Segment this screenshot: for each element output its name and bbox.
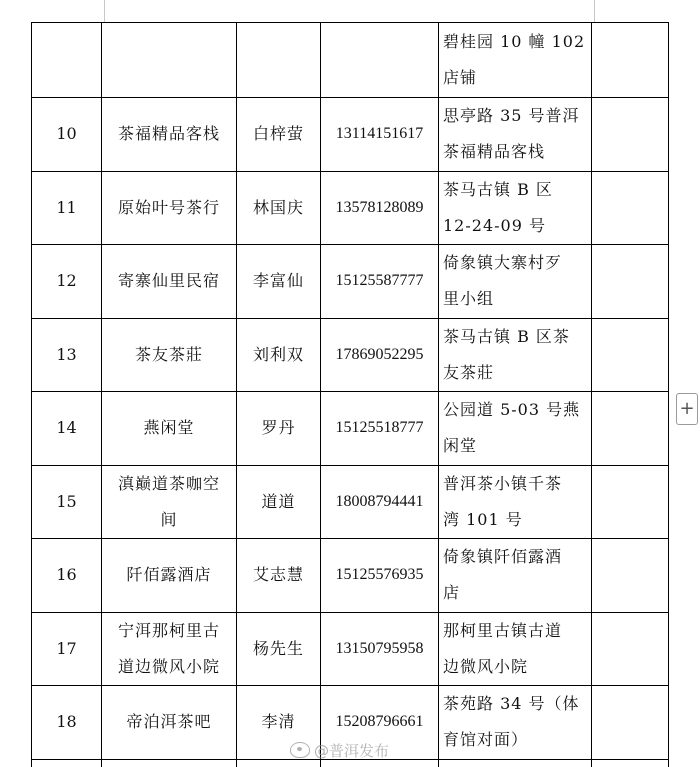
cell-no: 12 xyxy=(32,245,102,319)
margin-guide-left xyxy=(104,0,105,22)
cell-extra xyxy=(592,98,669,172)
address-line: 茶马古镇 B 区茶 xyxy=(443,326,570,346)
address-line: 边微风小院 xyxy=(443,656,529,676)
cell-person: 杨先生 xyxy=(237,612,321,686)
cell-no: 14 xyxy=(32,392,102,466)
cell-address xyxy=(439,612,592,686)
watermark xyxy=(290,738,389,762)
cell-address xyxy=(439,171,592,245)
cell-phone: 13578128089 xyxy=(321,171,439,245)
margin-guide-right xyxy=(594,0,595,22)
table-row-partial xyxy=(32,23,669,98)
table-row xyxy=(32,171,669,245)
merchant-table-body xyxy=(32,23,669,767)
cell-phone: 17869052295 xyxy=(321,318,439,392)
name-line: 道边微风小院 xyxy=(117,656,220,676)
cell-name xyxy=(102,23,237,98)
cell-extra xyxy=(592,23,669,98)
name-line: 阡佰露酒店 xyxy=(126,565,212,585)
cell-address xyxy=(439,98,592,172)
cell-phone: 15125518777 xyxy=(321,392,439,466)
name-line: 间 xyxy=(160,509,178,529)
table-row xyxy=(32,318,669,392)
cell-phone xyxy=(321,23,439,98)
cell-extra xyxy=(592,465,669,539)
cell-person: 李清 xyxy=(237,686,321,760)
table-row xyxy=(32,98,669,172)
cell-no: 15 xyxy=(32,465,102,539)
address-line: 倚象镇阡佰露酒 xyxy=(443,547,563,567)
cell-person: 艾志慧 xyxy=(237,539,321,613)
weibo-logo-icon xyxy=(290,742,310,758)
cell-name xyxy=(102,245,237,319)
address-line: 友茶莊 xyxy=(443,362,495,382)
cell-no: 13 xyxy=(32,318,102,392)
merchant-table xyxy=(31,22,669,767)
address-line: 育馆对面） xyxy=(443,730,529,750)
cell-name xyxy=(102,318,237,392)
cell-no: 17 xyxy=(32,612,102,686)
name-line: 原始叶号茶行 xyxy=(117,197,220,217)
address-line: 普洱茶小镇千茶 xyxy=(443,473,563,493)
cell-no xyxy=(32,23,102,98)
address-line: 碧桂园 10 幢 102 xyxy=(443,32,586,51)
address-line: 公园道 5-03 号燕 xyxy=(443,400,581,420)
cell-address xyxy=(439,539,592,613)
address-line: 闲堂 xyxy=(443,436,478,456)
cell-person: 罗丹 xyxy=(237,392,321,466)
table-row xyxy=(32,245,669,319)
address-line: 店铺 xyxy=(443,68,478,87)
cell-extra xyxy=(592,686,669,760)
table-row xyxy=(32,392,669,466)
cell-address xyxy=(439,23,592,98)
cell-phone: 15125587777 xyxy=(321,245,439,319)
cell-address xyxy=(439,318,592,392)
cell-extra xyxy=(592,171,669,245)
name-line: 帝泊洱茶吧 xyxy=(126,712,212,732)
address-line: 茶苑路 34 号（体 xyxy=(443,694,580,714)
cell-phone: 15125576935 xyxy=(321,539,439,613)
cell-phone: 13114151617 xyxy=(321,98,439,172)
address-line: 倚象镇大寨村歹 xyxy=(443,253,563,273)
address-line: 里小组 xyxy=(443,289,495,309)
table-row xyxy=(32,465,669,539)
cell-person: 李富仙 xyxy=(237,245,321,319)
cell-name xyxy=(102,539,237,613)
address-line: 那柯里古镇古道 xyxy=(443,620,563,640)
address-line: 湾 101 号 xyxy=(443,509,523,529)
name-line: 宁洱那柯里古 xyxy=(117,620,220,640)
table-row xyxy=(32,612,669,686)
cell-name xyxy=(102,171,237,245)
address-line: 店 xyxy=(443,583,461,603)
cell-no: 18 xyxy=(32,686,102,760)
cell-address xyxy=(439,465,592,539)
watermark-text: @普洱发布 xyxy=(314,741,390,760)
cell-name xyxy=(102,686,237,760)
cell-person: 道道 xyxy=(237,465,321,539)
name-line: 寄寨仙里民宿 xyxy=(117,271,220,291)
cell-name xyxy=(102,392,237,466)
cell-no: 16 xyxy=(32,539,102,613)
cell-empty xyxy=(592,759,669,767)
cell-extra xyxy=(592,392,669,466)
cell-phone: 18008794441 xyxy=(321,465,439,539)
address-line: 茶福精品客栈 xyxy=(443,142,546,162)
table-row xyxy=(32,539,669,613)
cell-address xyxy=(439,392,592,466)
name-line: 茶福精品客栈 xyxy=(117,124,220,144)
cell-phone: 13150795958 xyxy=(321,612,439,686)
address-line: 12-24-09 号 xyxy=(443,215,546,235)
cell-extra xyxy=(592,539,669,613)
address-line: 茶马古镇 B 区 xyxy=(443,179,553,199)
cell-person: 白梓萤 xyxy=(237,98,321,172)
cell-person: 林国庆 xyxy=(237,171,321,245)
cell-empty xyxy=(32,759,102,767)
cell-name xyxy=(102,98,237,172)
cell-empty xyxy=(439,759,592,767)
cell-person xyxy=(237,23,321,98)
cell-empty xyxy=(102,759,237,767)
name-line: 燕闲堂 xyxy=(143,418,195,438)
cell-no: 10 xyxy=(32,98,102,172)
cell-no: 11 xyxy=(32,171,102,245)
add-row-button[interactable]: + xyxy=(676,393,698,425)
name-line: 滇巅道茶咖空 xyxy=(117,473,220,493)
cell-extra xyxy=(592,612,669,686)
cell-address xyxy=(439,686,592,760)
cell-name xyxy=(102,612,237,686)
address-line: 思亭路 35 号普洱 xyxy=(443,106,580,126)
cell-person: 刘利双 xyxy=(237,318,321,392)
cell-extra xyxy=(592,245,669,319)
name-line: 茶友茶莊 xyxy=(134,344,203,364)
cell-extra xyxy=(592,318,669,392)
cell-name xyxy=(102,465,237,539)
cell-address xyxy=(439,245,592,319)
cell-phone: 15208796661 xyxy=(321,686,439,760)
